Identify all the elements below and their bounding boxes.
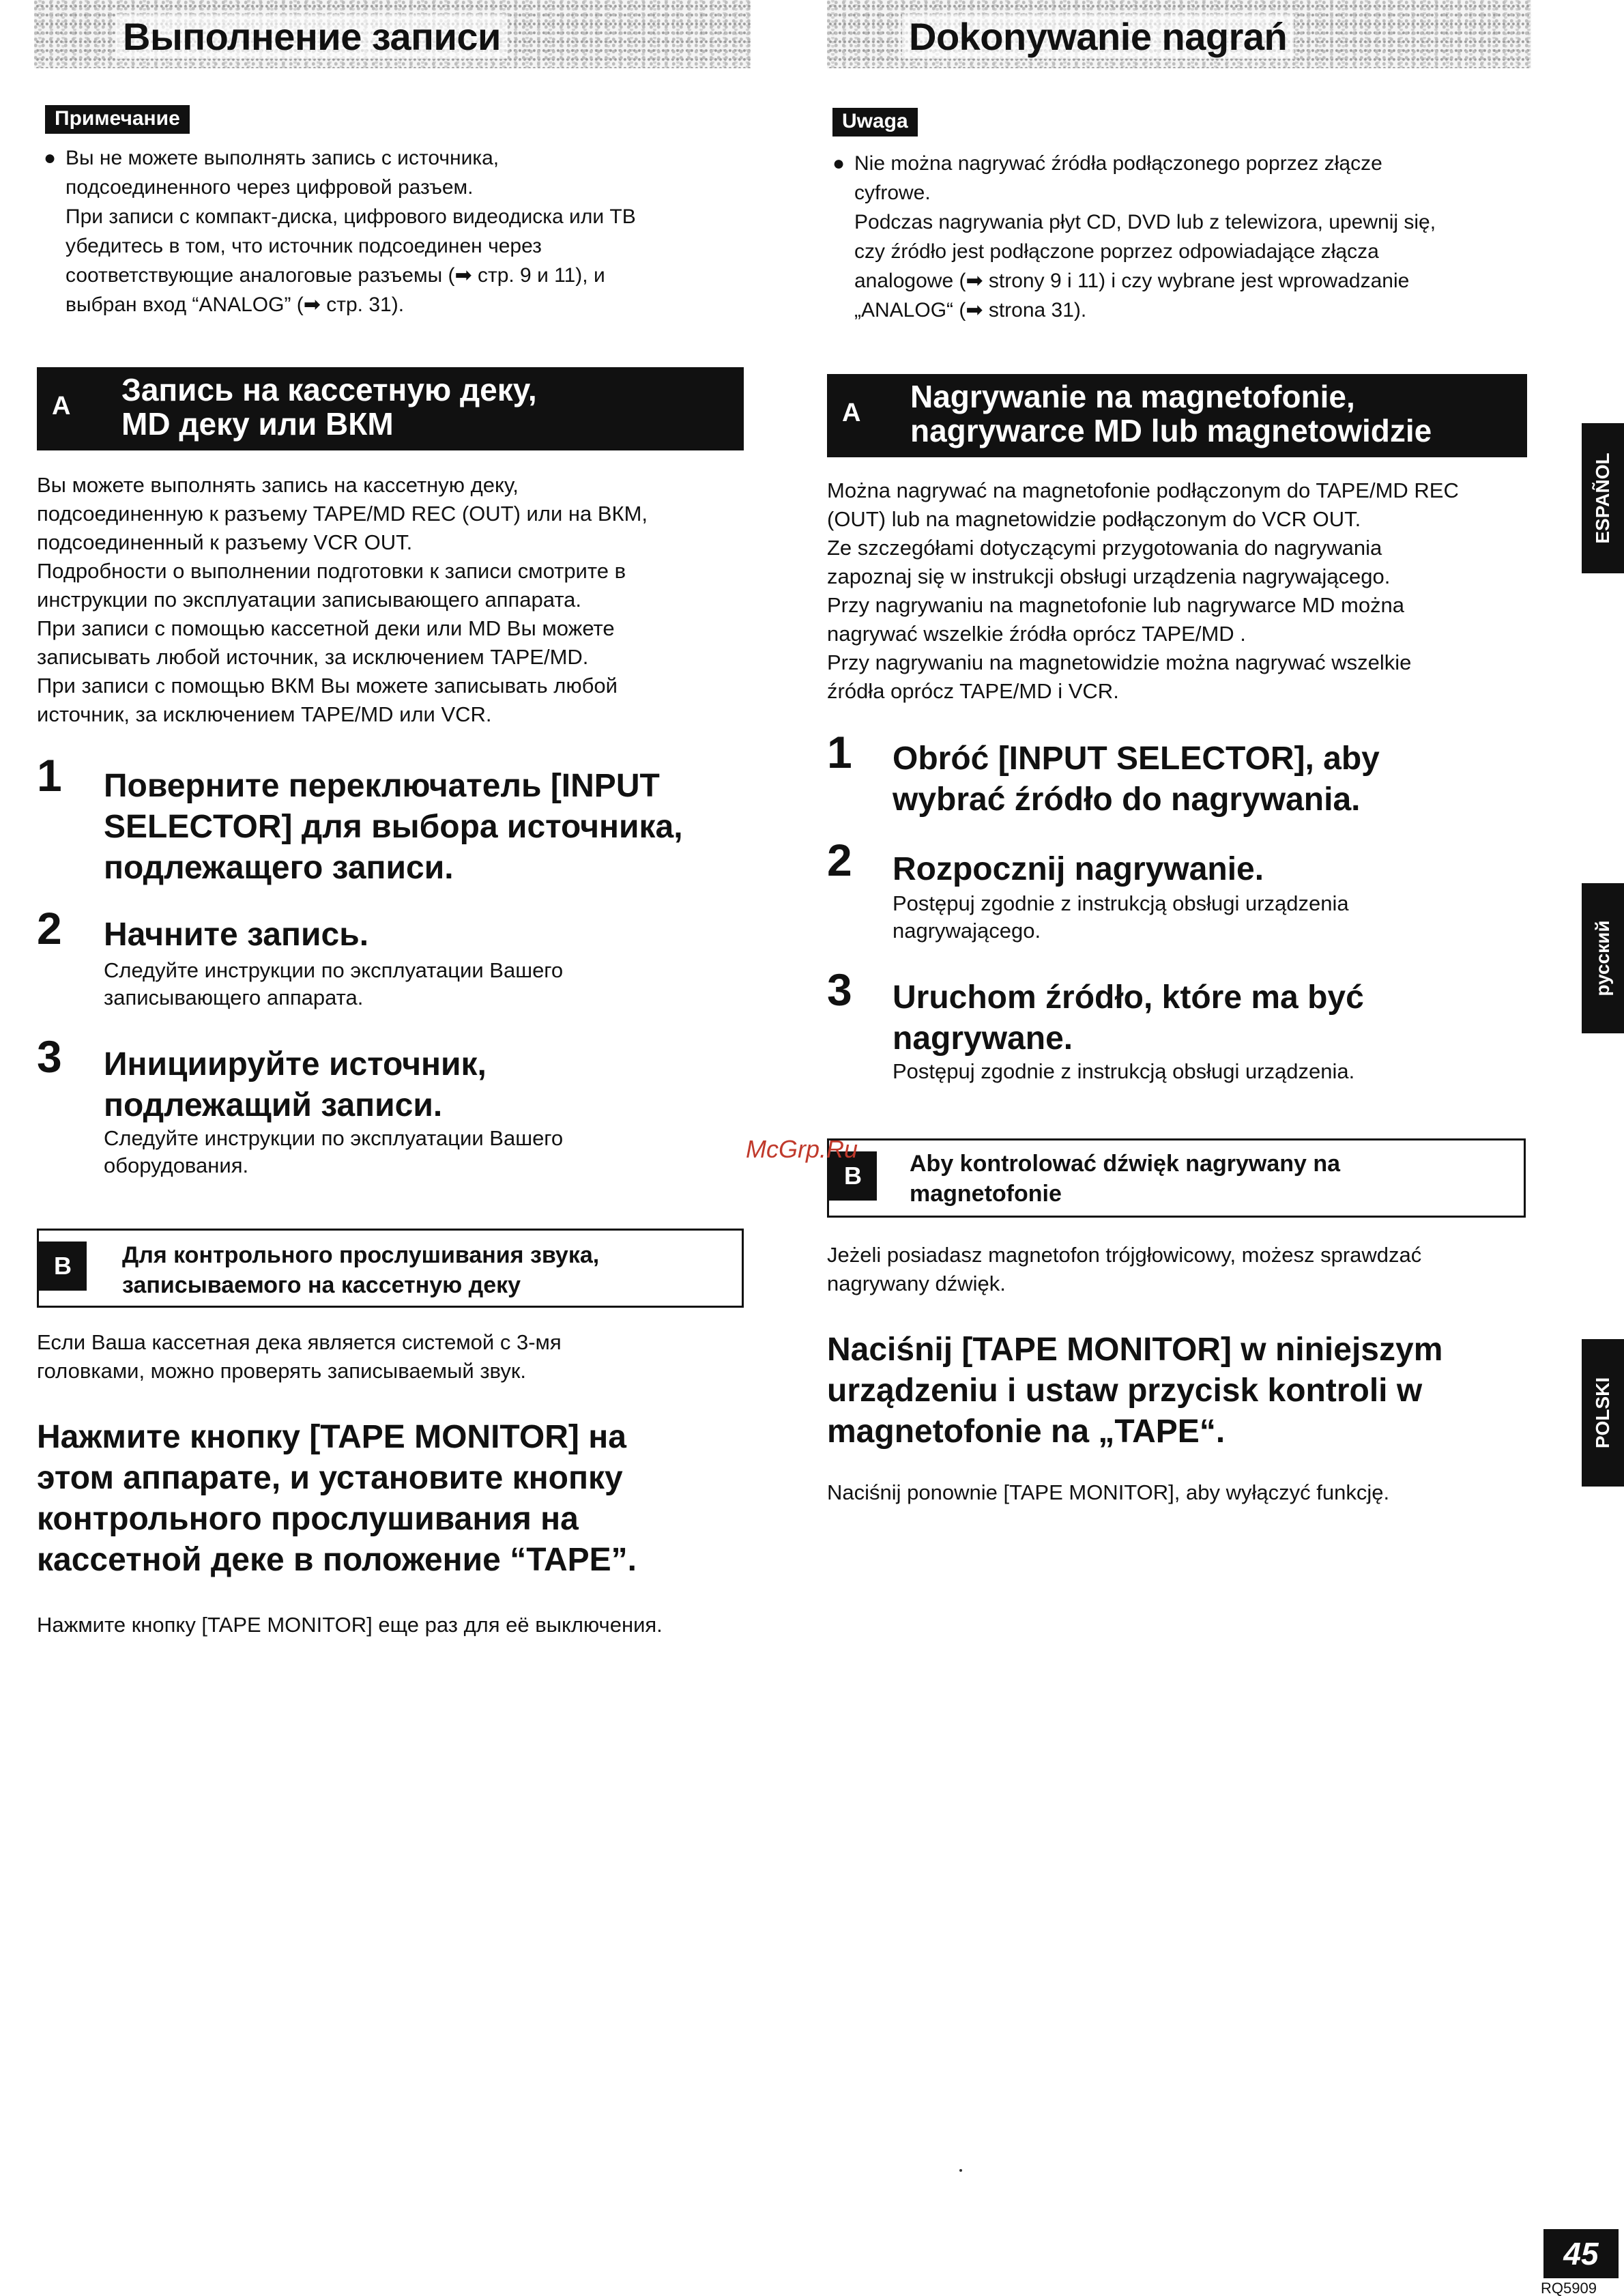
body-line: подсоединенный к разъему VCR OUT.	[37, 530, 413, 554]
section-a-body-pl	[827, 476, 1530, 706]
note-line: убедитесь в том, что источник подсоединен через	[66, 235, 542, 257]
body-line: Если Ваша кассетная дека является системой с 3-мя	[37, 1330, 562, 1354]
body-line: zapoznaj się w instrukcji obsługi urządzenia nagrywającego.	[827, 564, 1391, 588]
section-title-line: Запись на кассетную деку,	[121, 372, 537, 407]
step-desc-line: Postępuj zgodnie z instrukcją obsługi urządzenia	[893, 891, 1349, 915]
section-letter: B	[39, 1242, 87, 1291]
step-title-line: wybrać źródło do nagrywania.	[893, 781, 1361, 818]
instruction-line: magnetofonie na „TAPE“.	[827, 1414, 1226, 1450]
section-title-line: записываемого на кассетную деку	[122, 1272, 521, 1298]
section-title	[121, 373, 537, 441]
note-line: „ANALOG“ (➡ strona 31).	[854, 299, 1087, 321]
body-line: Вы можете выполнять запись на кассетную деку,	[37, 473, 519, 497]
section-b-footer-pl: Naciśnij ponownie [TAPE MONITOR], aby wyłączyć funkcję.	[827, 1480, 1390, 1504]
body-line: При записи с помощью ВКМ Вы можете записывать любой	[37, 674, 618, 698]
step-title-line: Uruchom źródło, które ma być	[893, 979, 1364, 1016]
step-number: 1	[827, 727, 852, 777]
bullet-icon: ●	[832, 152, 845, 175]
step-desc-line: Следуйте инструкции по эксплуатации Вашего	[104, 958, 564, 982]
section-title-line: Для контрольного прослушивания звука,	[122, 1242, 600, 1268]
note-line: выбран вход “ANALOG” (➡ стр. 31).	[66, 293, 405, 316]
section-letter: A	[52, 392, 71, 420]
step-title-line: подлежащий записи.	[104, 1087, 443, 1123]
note-line: При записи с компакт-диска, цифрового видеодиска или ТВ	[66, 205, 636, 228]
note-label-pl: Uwaga	[832, 108, 918, 137]
section-letter: A	[842, 399, 861, 427]
section-a-header-pl	[827, 374, 1527, 457]
instruction-line: Нажмите кнопку [TAPE MONITOR] на	[37, 1419, 626, 1455]
step-desc-line: оборудования.	[104, 1153, 249, 1177]
body-line: nagrywany dźwięk.	[827, 1272, 1006, 1295]
section-b-body-pl	[827, 1241, 1530, 1298]
title-band-right	[827, 0, 1531, 68]
note-text-pl	[832, 149, 1535, 325]
body-line: Jeżeli posiadasz magnetofon trójgłowicowy, możesz sprawdzać	[827, 1243, 1422, 1267]
note-line: czy źródło jest podłączone poprzez odpowiadające złącza	[854, 240, 1379, 263]
section-a-header-ru	[37, 367, 744, 450]
step-desc	[893, 890, 1527, 945]
step-title	[104, 915, 759, 956]
note-line: Вы не можете выполнять запись с источника,	[66, 147, 499, 169]
step-desc-line: Следуйте инструкции по эксплуатации Вашего	[104, 1126, 564, 1150]
section-title	[910, 379, 1432, 448]
step-title-line: Поверните переключатель [INPUT	[104, 768, 660, 804]
section-letter: B	[829, 1151, 877, 1201]
tab-label: ESPAÑOL	[1592, 453, 1613, 544]
step-title-line: Rozpocznij nagrywanie.	[893, 851, 1264, 887]
section-b-body-ru	[37, 1328, 746, 1386]
section-b-header-ru	[37, 1229, 744, 1308]
note-line: Podczas nagrywania płyt CD, DVD lub z telewizora, upewnij się,	[854, 211, 1436, 233]
step-title	[104, 1044, 759, 1126]
speck	[959, 2169, 962, 2172]
section-b-instruction-ru	[37, 1417, 760, 1581]
section-b-footer-ru: Нажмите кнопку [TAPE MONITOR] еще раз для её выключения.	[37, 1613, 663, 1637]
tab-label: русский	[1592, 920, 1613, 996]
section-title	[122, 1240, 599, 1300]
instruction-line: этом аппарате, и установите кнопку	[37, 1460, 623, 1496]
step-title	[104, 766, 759, 889]
section-title-line: MD деку или ВКМ	[121, 406, 394, 442]
step-desc-line: nagrywającego.	[893, 919, 1041, 943]
page-title-ru: Выполнение записи	[116, 14, 508, 59]
step-number: 1	[37, 750, 62, 801]
body-line: записывать любой источник, за исключением TAPE/MD.	[37, 645, 589, 669]
section-a-body-ru	[37, 471, 746, 729]
step-number: 2	[827, 835, 852, 885]
body-line: Przy nagrywaniu na magnetowidzie można nagrywać wszelkie	[827, 650, 1412, 674]
step-title-line: nagrywane.	[893, 1020, 1073, 1057]
step-number: 2	[37, 903, 62, 953]
instruction-line: urządzeniu i ustaw przycisk kontroli w	[827, 1373, 1423, 1409]
body-line: Można nagrywać na magnetofonie podłączonym do TAPE/MD REC	[827, 478, 1459, 502]
step-desc	[104, 957, 759, 1011]
step-title	[893, 849, 1534, 890]
section-b-instruction-pl	[827, 1330, 1537, 1452]
body-line: головками, можно проверять записываемый звук.	[37, 1359, 526, 1383]
body-line: nagrywać wszelkie źródła oprócz TAPE/MD .	[827, 622, 1246, 646]
step-desc-line: Postępuj zgodnie z instrukcją obsługi urządzenia.	[893, 1059, 1355, 1083]
section-title-line: Aby kontrolować dźwięk nagrywany na	[910, 1151, 1341, 1177]
body-line: Przy nagrywaniu na magnetofonie lub nagrywarce MD można	[827, 593, 1405, 617]
watermark: McGrp.Ru	[746, 1135, 858, 1163]
bullet-icon: ●	[44, 147, 57, 169]
step-desc-line: записывающего аппарата.	[104, 986, 364, 1009]
page-number: 45	[1543, 2229, 1619, 2278]
tab-russian	[1582, 883, 1624, 1033]
body-line: (OUT) lub na magnetowidzie podłączonym do VCR OUT.	[827, 507, 1361, 531]
section-title-line: Nagrywanie na magnetofonie,	[910, 379, 1355, 414]
body-line: źródła oprócz TAPE/MD i VCR.	[827, 679, 1119, 703]
body-line: инструкции по эксплуатации записывающего аппарата.	[37, 588, 582, 612]
body-line: Ze szczegółami dotyczącymi przygotowania do nagrywania	[827, 536, 1382, 560]
step-title	[893, 738, 1534, 820]
body-line: Подробности о выполнении подготовки к записи смотрите в	[37, 559, 626, 583]
note-line: analogowe (➡ strony 9 i 11) i czy wybrane jest wprowadzanie	[854, 270, 1410, 292]
step-title-line: Obróć [INPUT SELECTOR], aby	[893, 741, 1380, 777]
note-line: подсоединенного через цифровой разъем.	[66, 176, 474, 199]
step-number: 3	[827, 964, 852, 1015]
title-band-left	[34, 0, 751, 68]
section-b-header-pl	[827, 1138, 1526, 1218]
body-line: источник, за исключением TAPE/MD или VCR.	[37, 702, 492, 726]
instruction-line: кассетной деке в положение “TAPE”.	[37, 1542, 637, 1578]
section-title	[910, 1149, 1340, 1209]
body-line: При записи с помощью кассетной деки или MD Вы можете	[37, 616, 615, 640]
step-desc	[104, 1125, 759, 1179]
step-title-line: Начните запись.	[104, 917, 369, 953]
step-number: 3	[37, 1031, 62, 1082]
tab-polski	[1582, 1339, 1624, 1487]
section-title-line: magnetofonie	[910, 1181, 1062, 1207]
step-title-line: Инициируйте источник,	[104, 1046, 487, 1082]
tab-espanol	[1582, 423, 1624, 573]
note-line: cyfrowe.	[854, 182, 931, 204]
note-line: соответствующие аналоговые разъемы (➡ стр. 9 и 11), и	[66, 264, 605, 287]
instruction-line: Naciśnij [TAPE MONITOR] w niniejszym	[827, 1332, 1443, 1368]
note-label-ru: Примечание	[45, 105, 190, 134]
instruction-line: контрольного прослушивания на	[37, 1501, 579, 1537]
note-text-ru	[44, 143, 746, 319]
step-title-line: SELECTOR] для выбора источника,	[104, 809, 683, 845]
body-line: подсоединенную к разъему TAPE/MD REC (OUT) или на ВКМ,	[37, 502, 648, 526]
step-title-line: подлежащего записи.	[104, 850, 454, 886]
step-title	[893, 977, 1534, 1059]
note-line: Nie można nagrywać źródła podłączonego poprzez złącze	[854, 152, 1382, 175]
tab-label: POLSKI	[1592, 1377, 1613, 1449]
page-title-pl: Dokonywanie nagrań	[902, 14, 1294, 59]
step-desc	[893, 1058, 1527, 1085]
section-title-line: nagrywarce MD lub magnetowidzie	[910, 413, 1432, 448]
document-code: RQ5909	[1541, 2280, 1597, 2296]
